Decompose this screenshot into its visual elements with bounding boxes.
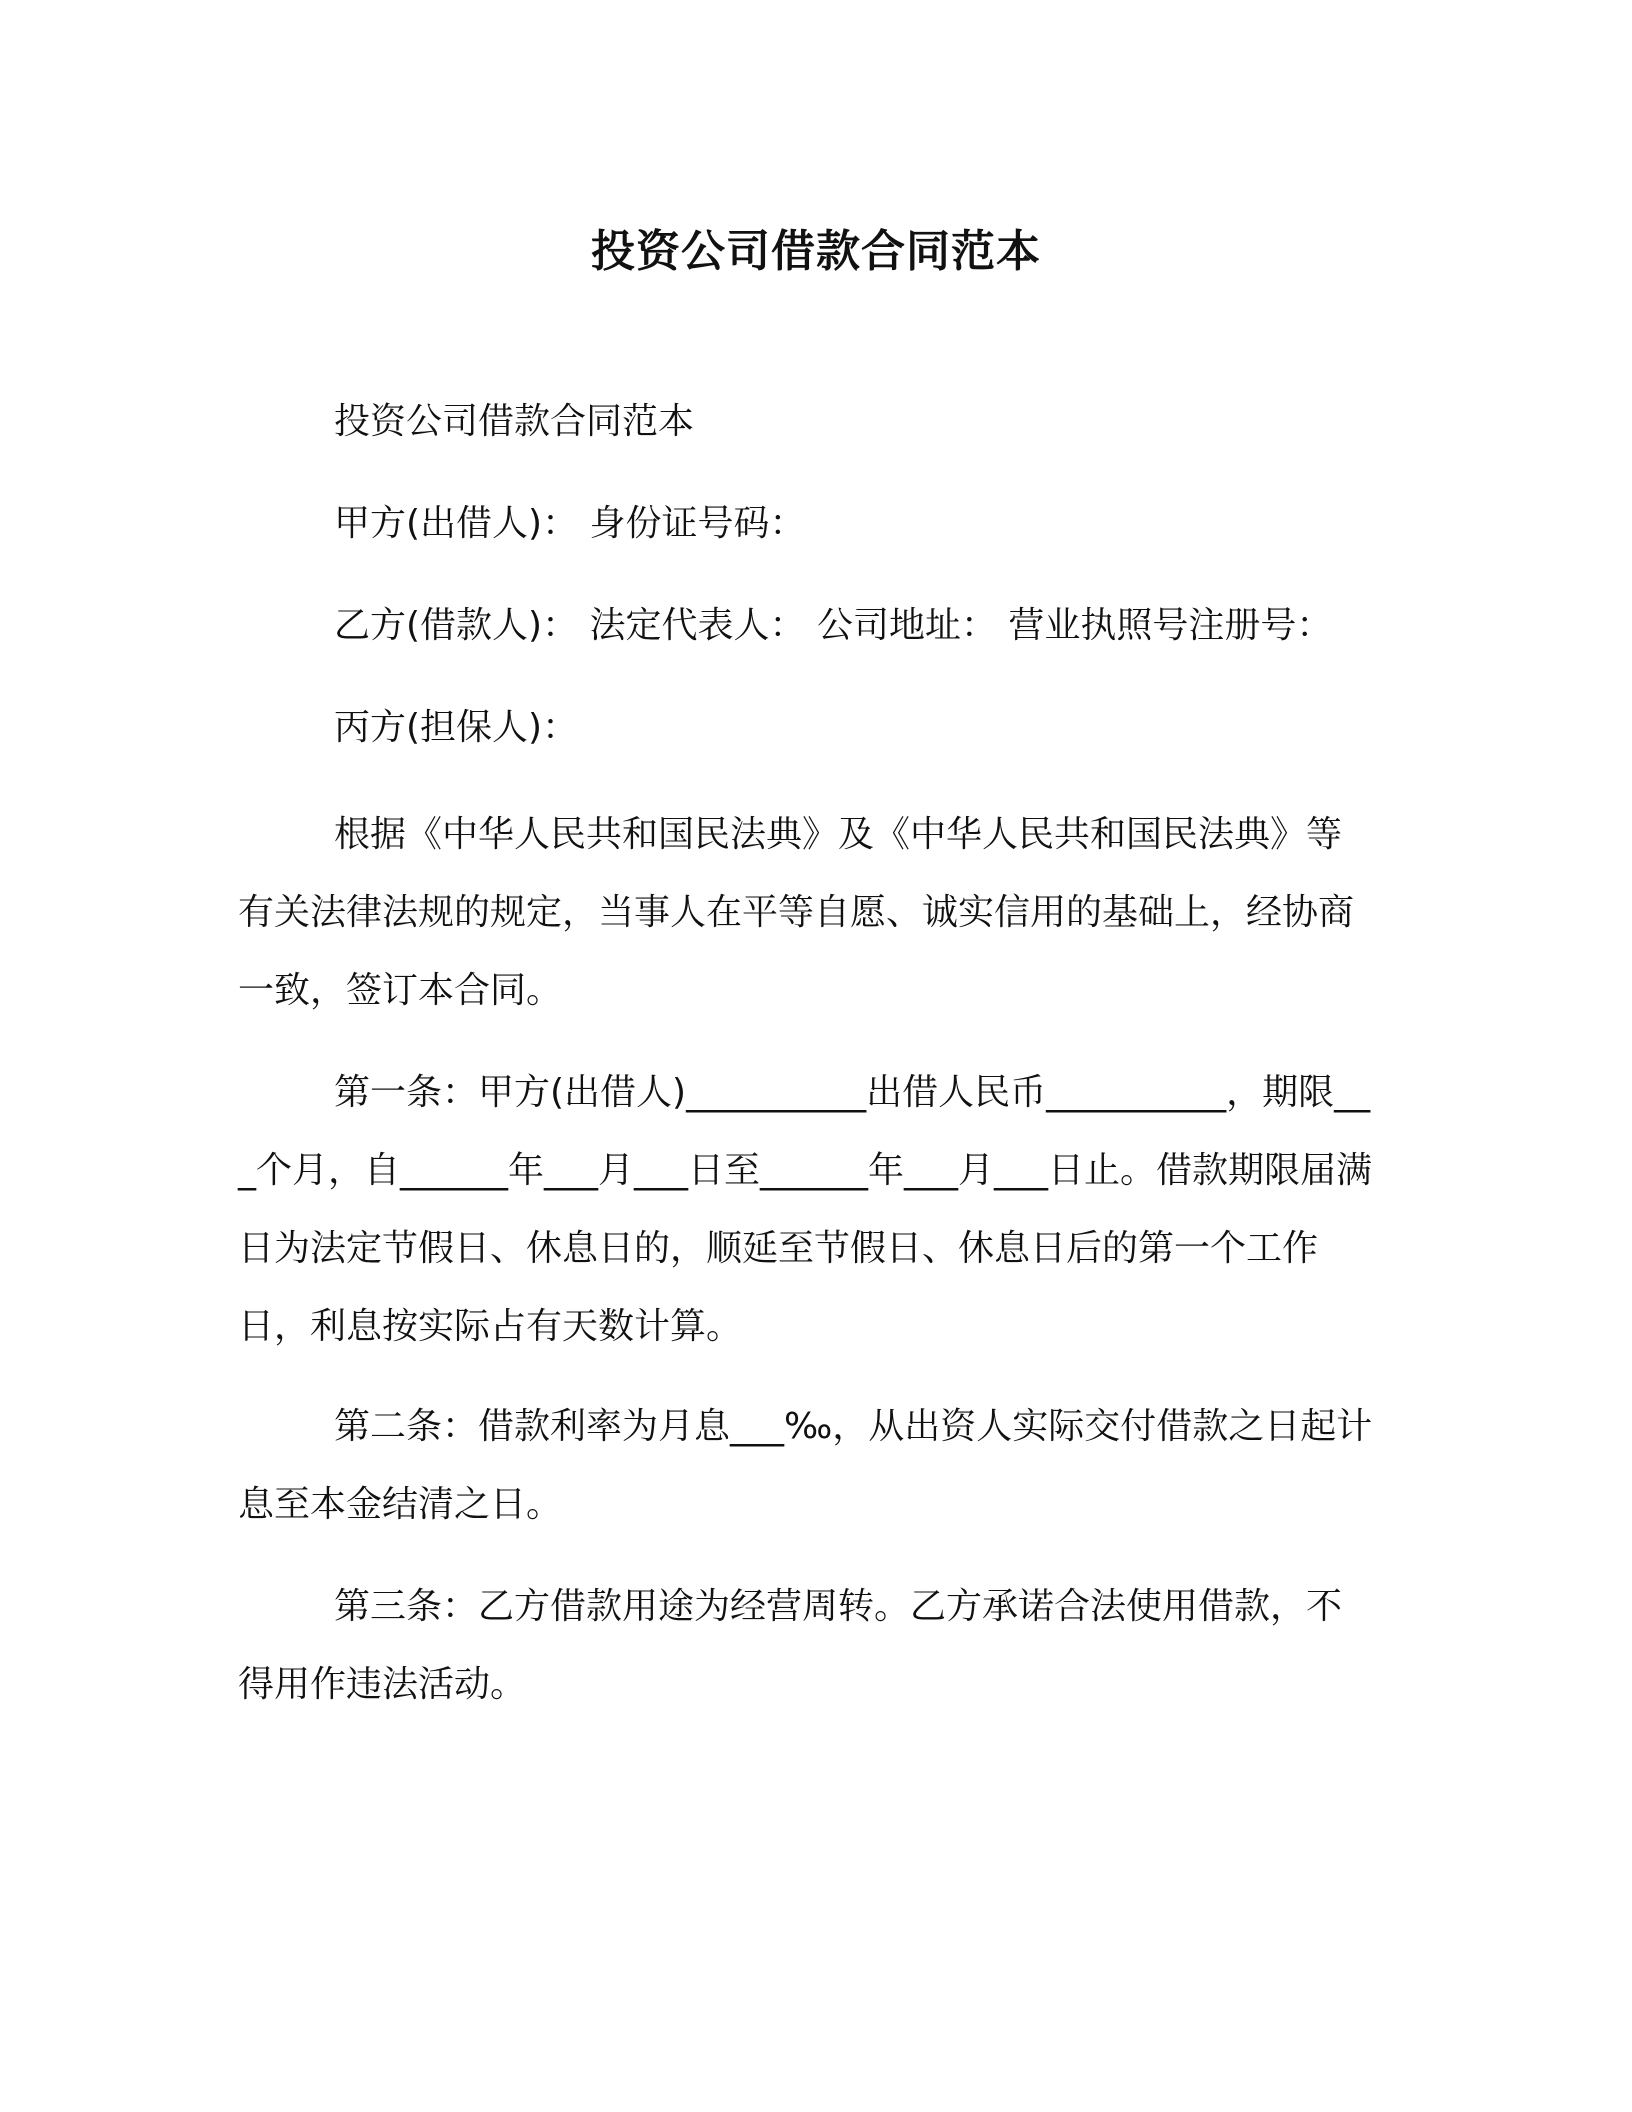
paragraph-party-b: 乙方(借款人)： 法定代表人： 公司地址： 营业执照号注册号： [334,605,1333,646]
paragraph-subtitle: 投资公司借款合同范本 [334,401,695,442]
paragraph-article-3: 第三条：乙方借款用途为经营周转。乙方承诺合法使用借款，不得用作违法活动。 [238,1586,1343,1705]
paragraph-article-2: 第二条：借款利率为月息___‰，从出资人实际交付借款之日起计息至本金结清之日。 [238,1406,1373,1525]
paragraph-preamble: 根据《中华人民共和国民法典》及《中华人民共和国民法典》等有关法律法规的规定，当事人在平等自愿、诚实信用的基础上，经协商一致，签订本合同。 [238,814,1355,1011]
document-title: 投资公司借款合同范本 [591,226,1041,277]
paragraph-article-1: 第一条：甲方(出借人)__________出借人民币__________，期限___个月，自______年___月___日至______年___月___日止。借款期限届满日为法定节假日、休息日的，顺延至节假日、休息日后的第一个工作日，利息按实际占有天数计算。 [238,1072,1373,1347]
paragraph-party-c: 丙方(担保人)： [334,707,579,748]
paragraph-party-a: 甲方(出借人)： 身份证号码： [334,503,806,544]
